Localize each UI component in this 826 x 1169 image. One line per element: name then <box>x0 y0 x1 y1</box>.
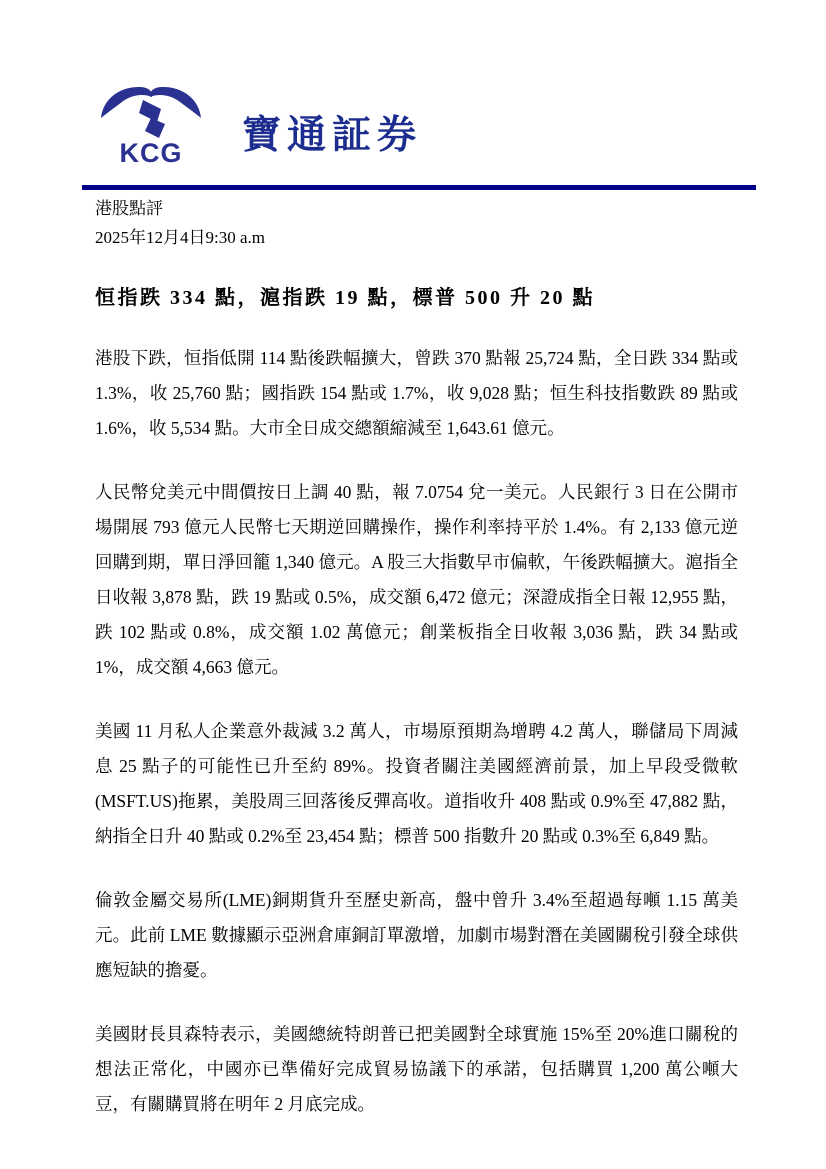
paragraph-hk-market: 港股下跌，恒指低開 114 點後跌幅擴大，曾跌 370 點報 25,724 點，全日跌 334 點或 1.3%，收 25,760 點；國指跌 154 點或 1.7%，收 9,028 點；恒生科技指數跌 89 點或 1.6%，收 5,534 點。大市全日成交總額縮減至 1,643.61 億元。 <box>95 348 738 438</box>
article-content <box>95 194 738 1151</box>
paragraph-lme-copper: 倫敦金屬交易所(LME)銅期貨升至歷史新高，盤中曾升 3.4%至超過每噸 1.15 萬美元。此前 LME 數據顯示亞洲倉庫銅訂單激增，加劇市場對潛在美國關稅引發全球供應短缺的擔憂。 <box>95 890 738 980</box>
company-logo <box>98 84 204 176</box>
paragraph-tariffs-trade: 美國財長貝森特表示，美國總統特朗普已把美國對全球實施 15%至 20%進口關稅的想法正常化，中國亦已準備好完成貿易協議下的承諾，包括購買 1,200 萬公噸大豆，有關購買將在明年 2 月底完成。 <box>95 1024 738 1114</box>
article-headline: 恒指跌 334 點，滬指跌 19 點，標普 500 升 20 點 <box>95 287 595 309</box>
report-category: 港股點評 <box>95 199 163 218</box>
bull-logo-icon <box>99 84 203 146</box>
paragraph-rmb-a-shares: 人民幣兌美元中間價按日上調 40 點，報 7.0754 兌一美元。人民銀行 3 日在公開市場開展 793 億元人民幣七天期逆回購操作，操作利率持平於 1.4%。有 2,133 億元逆回購到期，單日淨回籠 1,340 億元。A 股三大指數早市偏軟，午後跌幅擴大。滬指全日收報 3,878 點，跌 19 點或 0.5%，成交額 6,472 億元；深證成指全日報 12,955 點，跌 102 點或 0.8%，成交額 1.02 萬億元；創業板指全日收報 3,036 點，跌 34 點或 1%，成交額 4,663 億元。 <box>95 482 738 677</box>
company-name: 寶通証券 <box>242 114 423 157</box>
header-divider <box>82 185 756 190</box>
report-datetime: 2025年12月4日9:30 a.m <box>95 228 265 247</box>
document-header <box>82 84 756 184</box>
logo-text: KCG <box>119 138 183 168</box>
paragraph-us-market: 美國 11 月私人企業意外裁減 3.2 萬人，市場原預期為增聘 4.2 萬人，聯儲局下周減息 25 點子的可能性已升至約 89%。投資者關注美國經濟前景，加上早段受微軟(MSFT.US)拖累，美股周三回落後反彈高收。道指收升 408 點或 0.9%至 47,882 點，納指全日升 40 點或 0.2%至 23,454 點；標普 500 指數升 20 點或 0.3%至 6,849 點。 <box>95 721 738 846</box>
